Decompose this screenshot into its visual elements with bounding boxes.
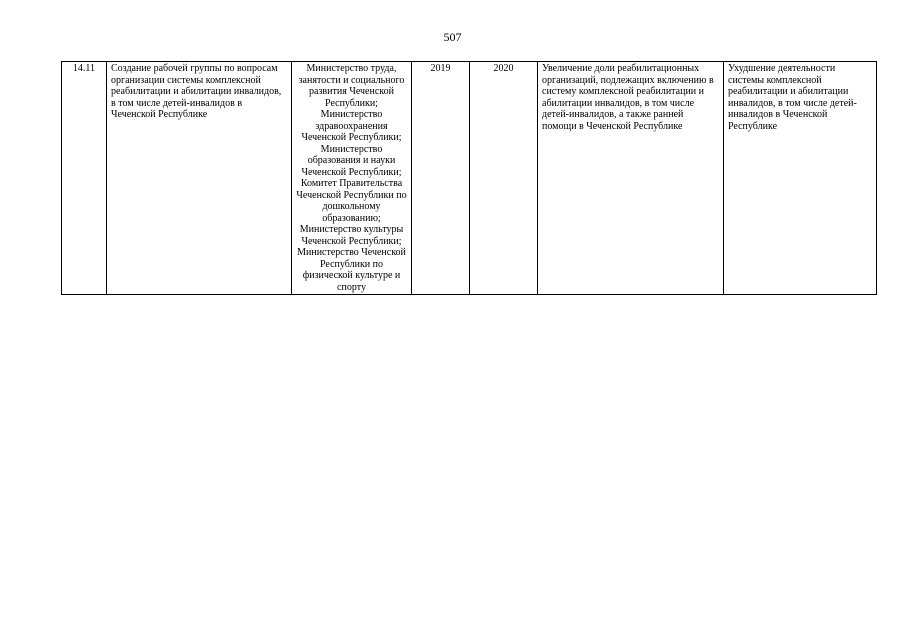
consequences: Ухудшение деятельности системы комплексной реабилитации и абилитации инвалидов, в том числе детей-инвалидов в Чеченской Республике [724,62,877,295]
expected-result: Увеличение доли реабилитационных организаций, подлежащих включению в систему комплексной реабилитации и абилитации инвалидов, в том числе детей-инвалидов, а также ранней помощи в Чеченской Республике [538,62,724,295]
executor-item: Министерство образования и науки Чеченской Республики; [301,143,402,178]
executor-item: Министерство труда, занятости и социального развития Чеченской Республики; [298,63,405,109]
table-row [62,62,877,295]
executor-item: Министерство культуры Чеченской Республики; [299,224,404,247]
executor-item: Комитет Правительства Чеченской Республики по дошкольному образованию; [296,178,407,224]
executor-item: Министерство Чеченской Республики по физической культуре и спорту [297,247,406,293]
start-year: 2019 [412,62,470,295]
measure-name: Создание рабочей группы по вопросам организации системы комплексной реабилитации и абилитации инвалидов, в том числе детей-инвалидов в Чеченской Республике [107,62,292,295]
measure-number: 14.11 [62,62,107,295]
page-number: 507 [443,30,462,44]
measures-table [61,61,877,295]
executor-item: Министерство здравоохранения Чеченской Республики; [301,109,402,143]
end-year: 2020 [470,62,538,295]
measure-executors [292,62,412,295]
